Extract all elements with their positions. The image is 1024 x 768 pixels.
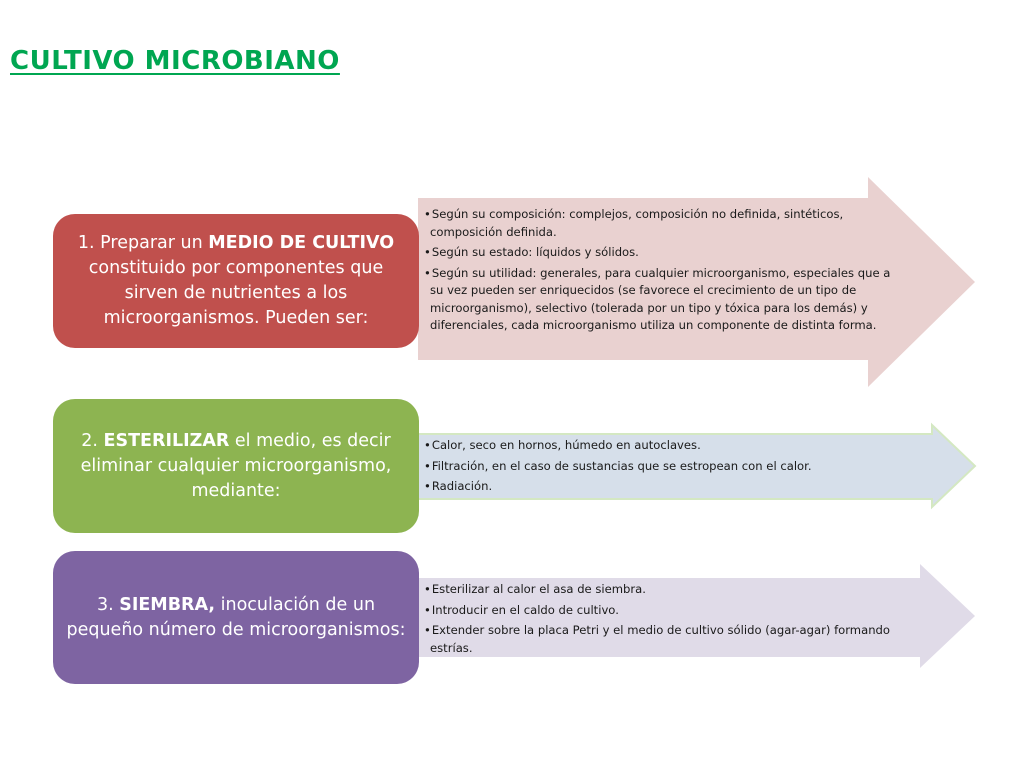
step1-bullet-list	[422, 206, 897, 338]
step1-keyword: MEDIO DE CULTIVO	[208, 233, 395, 253]
step3-keyword: SIEMBRA,	[119, 594, 216, 615]
step1-suffix: constituido por componentes que sirven de nutrientes a los microorganismos. Pueden ser:	[88, 258, 384, 328]
list-item: • Radiación.	[422, 478, 902, 496]
list-item: • Extender sobre la placa Petri y el medio de cultivo sólido (agar-agar) formando estrías.	[422, 622, 897, 657]
list-item: • Según su composición: complejos, composición no definida, sintéticos, composición definida.	[422, 206, 897, 241]
list-item: • Introducir en el caldo de cultivo.	[422, 602, 897, 620]
step3-box	[53, 551, 419, 684]
list-item: • Según su estado: líquidos y sólidos.	[422, 244, 897, 262]
list-item: • Según su utilidad: generales, para cualquier microorganismo, especiales que a su vez pueden ser enriquecidos (se favorece el crecimiento de un tipo de microorganismo), selectivo (tolerada por un tipo y tóxica para los demás) y diferenciales, cada microorganismo utiliza un componente de distinta forma.	[422, 265, 897, 335]
slide-title: CULTIVO MICROBIANO	[10, 46, 340, 76]
step2-suffix: el medio, es decir eliminar cualquier microorganismo, mediante:	[80, 430, 392, 501]
list-item: • Filtración, en el caso de sustancias que se estropean con el calor.	[422, 458, 902, 476]
step1-prefix: 1. Preparar un	[77, 233, 209, 253]
step3-text	[65, 593, 407, 643]
step1-text	[65, 231, 407, 331]
list-item: • Esterilizar al calor el asa de siembra.	[422, 581, 897, 599]
step2-box	[53, 399, 419, 533]
step1-box	[53, 214, 419, 348]
step3-bullet-list	[422, 581, 897, 660]
step2-keyword: ESTERILIZAR	[103, 430, 230, 451]
list-item: • Calor, seco en hornos, húmedo en autoclaves.	[422, 437, 902, 455]
step2-bullet-list	[422, 437, 902, 499]
step2-prefix: 2.	[81, 430, 104, 451]
step3-prefix: 3.	[96, 594, 120, 615]
step2-text	[65, 429, 407, 504]
step3-suffix: inoculación de un pequeño número de microorganismos:	[66, 594, 406, 640]
